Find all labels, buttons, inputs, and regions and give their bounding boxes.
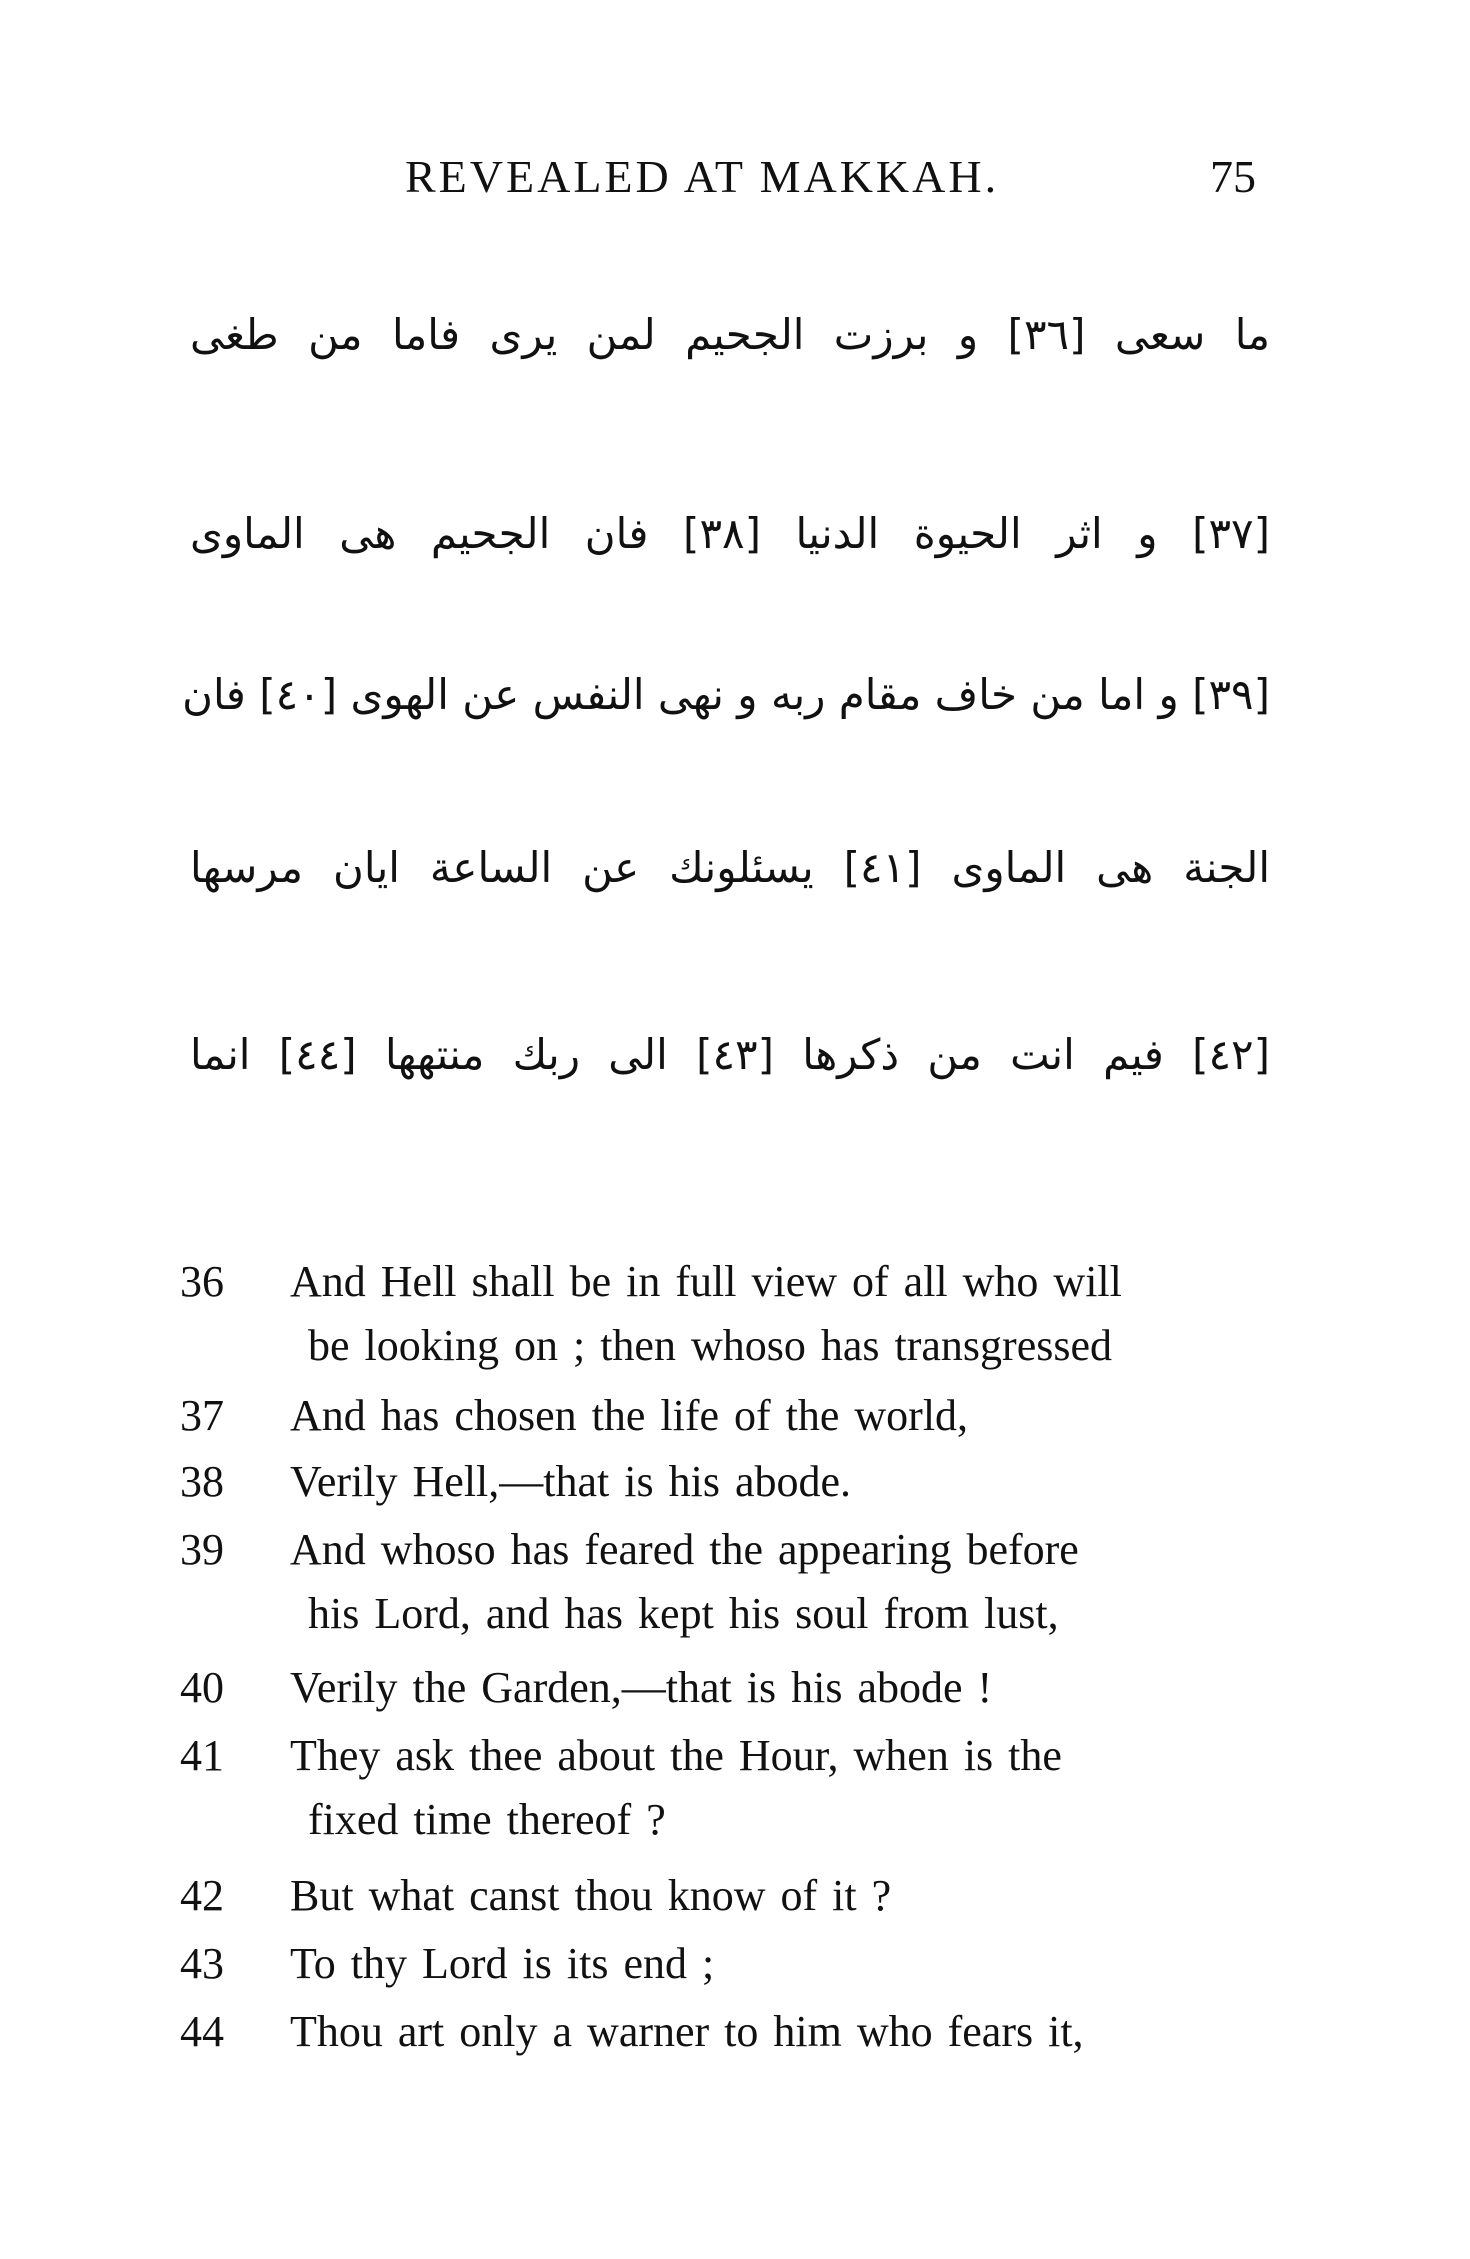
- verse-line: To thy Lord is its end ;: [290, 1939, 715, 1988]
- running-title: REVEALED AT MAKKAH.: [405, 151, 1000, 202]
- verse-36: [180, 1250, 1320, 1378]
- arabic-line: [182, 609, 1270, 786]
- arabic-line-text: ما سعى [٣٦] و برزت الجحيم لمن يرى فاما من طغى: [190, 310, 1271, 359]
- arabic-line-text: [٣٧] و اثر الحيوة الدنيا [٣٨] فان الجحيم هى الماوى: [190, 509, 1270, 558]
- arabic-line-text: [٣٩] و اما من خاف مقام ربه و نهى النفس عن الهوى [٤٠] فان: [182, 670, 1270, 719]
- verse-line: fixed time thereof ?: [308, 1795, 666, 1844]
- verse-40: [180, 1656, 1320, 1720]
- verse-line: Thou art only a warner to him who fears it,: [290, 2007, 1084, 2056]
- translation-verse-list: [180, 1250, 1320, 2064]
- arabic-line: [190, 963, 1270, 1140]
- arabic-line-text: [٤٢] فيم انت من ذكرها [٤٣] الى ربك منتهها [٤٤] انما: [190, 1030, 1270, 1079]
- verse-line: Verily Hell,—that is his abode.: [290, 1457, 852, 1506]
- arabic-line: [190, 786, 1270, 963]
- arabic-text-block: [182, 255, 1271, 1140]
- verse-line: But what canst thou know of it ?: [290, 1871, 892, 1920]
- verse-line: They ask thee about the Hour, when is the: [290, 1731, 1062, 1780]
- arabic-line: [190, 432, 1270, 609]
- verse-number: 38: [180, 1457, 224, 1506]
- verse-44: [180, 2000, 1320, 2064]
- verse-line: And has chosen the life of the world,: [290, 1391, 969, 1440]
- verse-38: [180, 1450, 1320, 1514]
- verse-41: [180, 1724, 1320, 1852]
- arabic-line: [190, 255, 1270, 432]
- verse-line: And whoso has feared the appearing before: [290, 1525, 1079, 1574]
- running-head: [0, 150, 1470, 220]
- verse-number: 44: [180, 2007, 224, 2056]
- verse-line: And Hell shall be in full view of all who will: [290, 1257, 1122, 1306]
- verse-number: 37: [180, 1391, 224, 1440]
- verse-43: [180, 1932, 1320, 1996]
- verse-number: 43: [180, 1939, 224, 1988]
- verse-number: 40: [180, 1663, 224, 1712]
- verse-37: [180, 1384, 1320, 1448]
- verse-line: Verily the Garden,—that is his abode !: [290, 1663, 993, 1712]
- verse-42: [180, 1864, 1320, 1928]
- verse-39: [180, 1518, 1320, 1646]
- page-number: 75: [1210, 151, 1256, 202]
- arabic-line-text: الجنة هى الماوى [٤١] يسئلونك عن الساعة ايان مرسها: [190, 843, 1271, 892]
- verse-line: his Lord, and has kept his soul from lust,: [308, 1589, 1059, 1638]
- verse-number: 36: [180, 1257, 224, 1306]
- verse-number: 42: [180, 1871, 224, 1920]
- verse-number: 41: [180, 1731, 224, 1780]
- verse-line: be looking on ; then whoso has transgressed: [308, 1321, 1112, 1370]
- verse-number: 39: [180, 1525, 224, 1574]
